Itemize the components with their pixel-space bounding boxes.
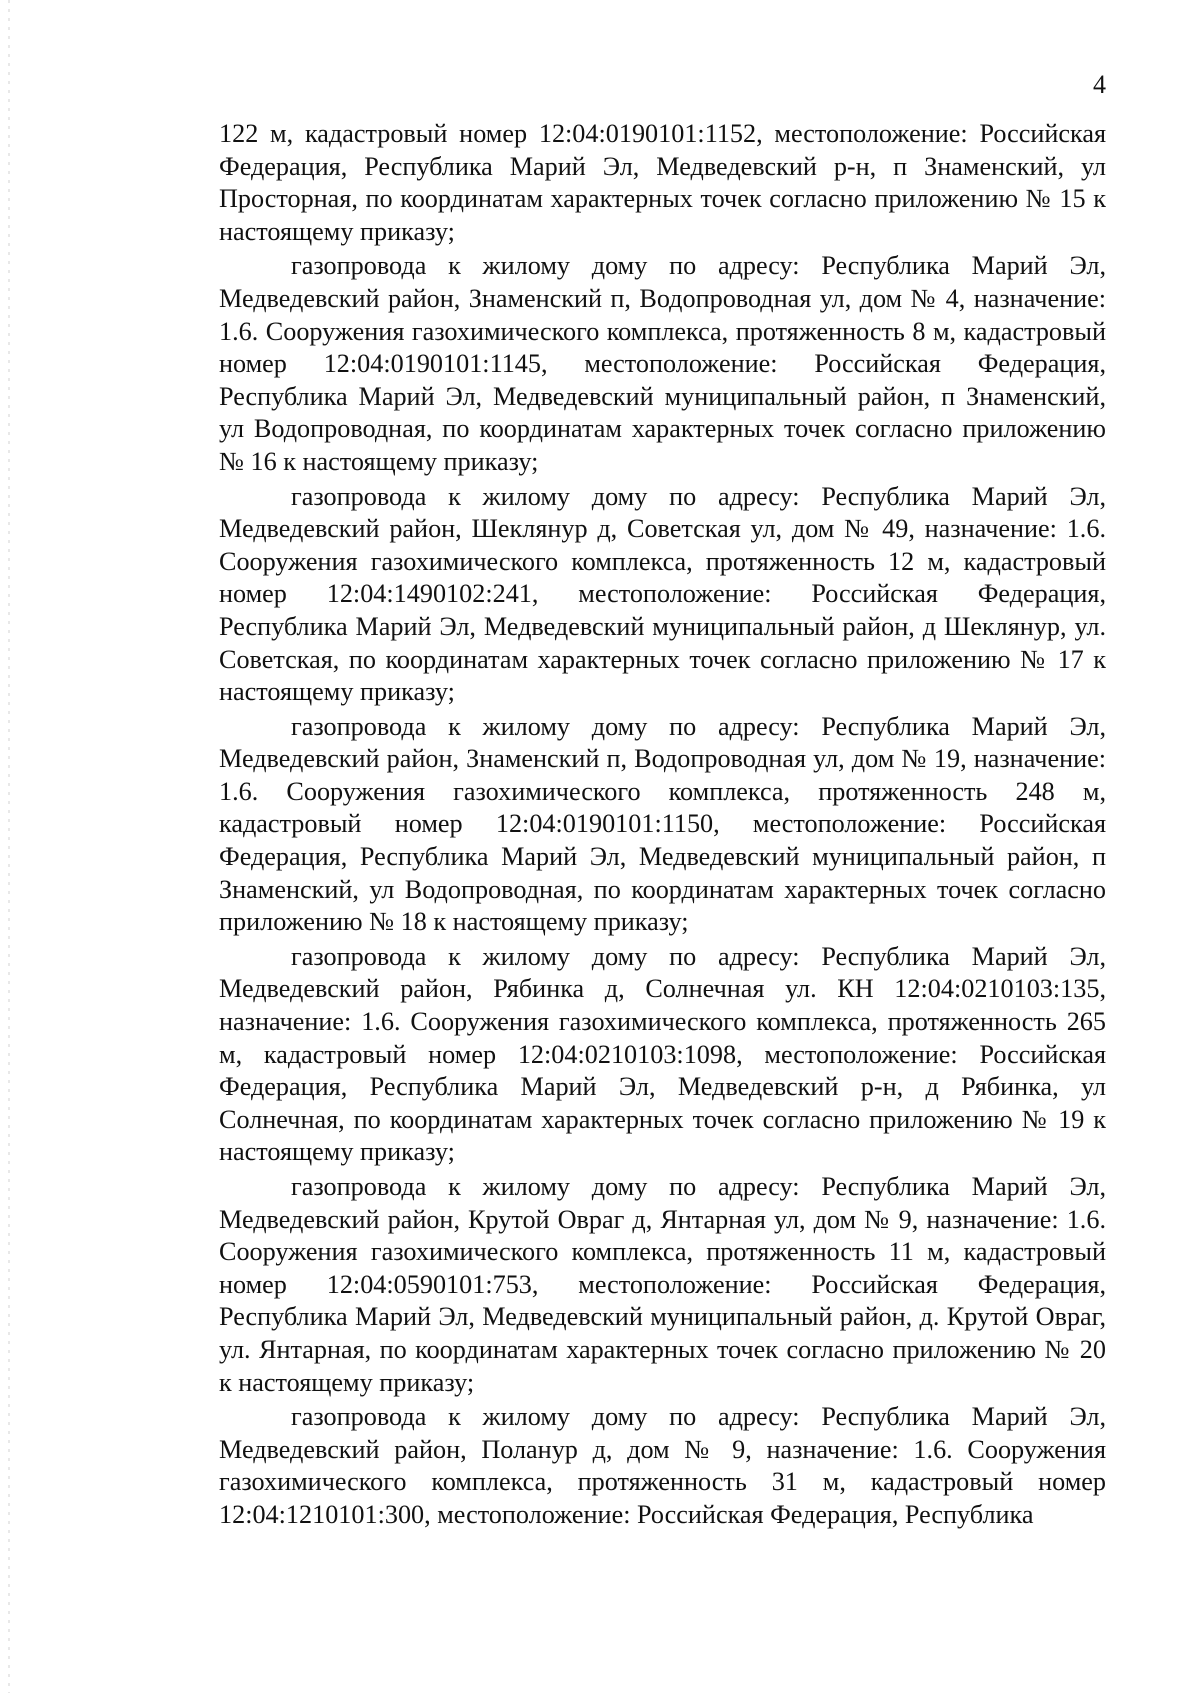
page-number: 4 <box>1093 70 1106 99</box>
paragraph: газопровода к жилому дому по адресу: Республика Марий Эл, Медведевский район, Рябинка д, Солнечная ул. КН 12:04:0210103:135, назначение: 1.6. Сооружения газохимического комплекса, протяженность 265 м, кадастровый номер 12:04:0210103:1098, местоположение: Российская Федерация, Республика Марий Эл, Медведевский р-н, д Рябинка, ул Солнечная, по координатам характерных точек согласно приложению № 19 к настоящему приказу; <box>219 941 1106 1167</box>
paragraph: газопровода к жилому дому по адресу: Республика Марий Эл, Медведевский район, Знаменский п, Водопроводная ул, дом № 4, назначение: 1.6. Сооружения газохимического комплекса, протяженность 8 м, кадастровый номер 12:04:0190101:1145, местоположение: Российская Федерация, Республика Марий Эл, Медведевский муниципальный район, п Знаменский, ул Водопроводная, по координатам характерных точек согласно приложению № 16 к настоящему приказу; <box>219 251 1106 476</box>
scan-edge <box>8 0 10 1693</box>
paragraph: газопровода к жилому дому по адресу: Республика Марий Эл, Медведевский район, Знаменский п, Водопроводная ул, дом № 19, назначение: 1.6. Сооружения газохимического комплекса, протяженность 248 м, кадастровый номер 12:04:0190101:1150, местоположение: Российская Федерация, Республика Марий Эл, Медведевский муниципальный район, п Знаменский, ул Водопроводная, по координатам характерных точек согласно приложению № 18 к настоящему приказу; <box>219 711 1106 937</box>
paragraph: газопровода к жилому дому по адресу: Республика Марий Эл, Медведевский район, Поланур д, дом № 9, назначение: 1.6. Сооружения газохимического комплекса, протяженность 31 м, кадастровый номер 12:04:1210101:300, местоположение: Российская Федерация, Республика <box>219 1402 1106 1529</box>
paragraph: газопровода к жилому дому по адресу: Республика Марий Эл, Медведевский район, Шеклянур д, Советская ул, дом № 49, назначение: 1.6. Сооружения газохимического комплекса, протяженность 12 м, кадастровый номер 12:04:1490102:241, местоположение: Российская Федерация, Республика Марий Эл, Медведевский муниципальный район, д Шеклянур, ул. Советская, по координатам характерных точек согласно приложению № 17 к настоящему приказу; <box>219 481 1106 707</box>
document-body <box>219 118 1106 1532</box>
paragraph: 122 м, кадастровый номер 12:04:0190101:1152, местоположение: Российская Федерация, Республика Марий Эл, Медведевский р-н, п Знаменский, ул Просторная, по координатам характерных точек согласно приложению № 15 к настоящему приказу; <box>219 119 1106 246</box>
paragraph: газопровода к жилому дому по адресу: Республика Марий Эл, Медведевский район, Крутой Овраг д, Янтарная ул, дом № 9, назначение: 1.6. Сооружения газохимического комплекса, протяженность 11 м, кадастровый номер 12:04:0590101:753, местоположение: Российская Федерация, Республика Марий Эл, Медведевский муниципальный район, д. Крутой Овраг, ул. Янтарная, по координатам характерных точек согласно приложению № 20 к настоящему приказу; <box>219 1172 1106 1397</box>
